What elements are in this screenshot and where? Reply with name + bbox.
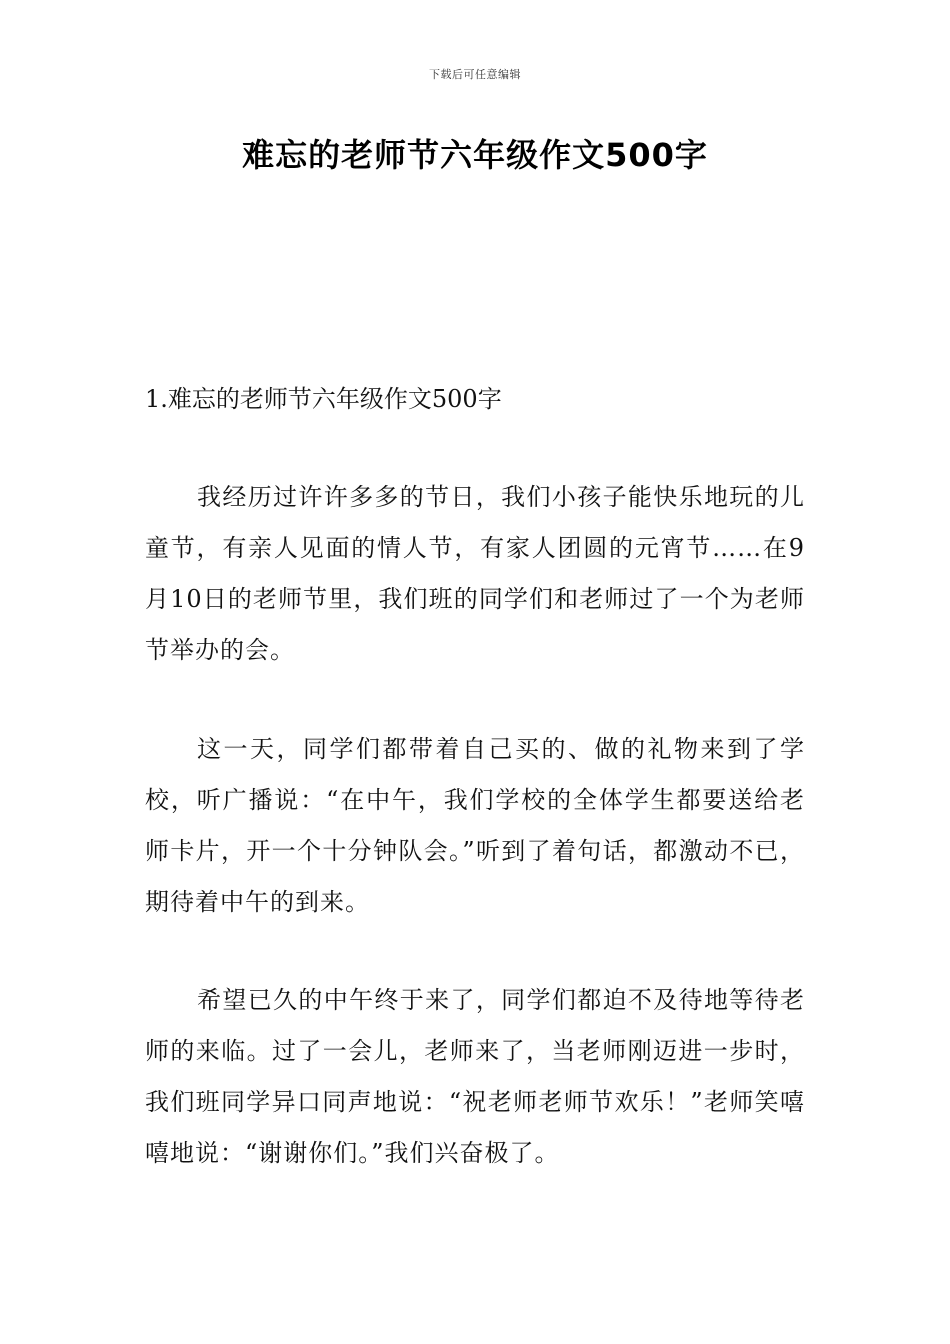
document-title: 难忘的老师节六年级作文500字 xyxy=(242,136,708,174)
paragraph-2: 这一天，同学们都带着自己买的、做的礼物来到了学校，听广播说：“在中午，我们学校的全体学生都要送给老师卡片，开一个十分钟队会。”听到了着句话，都激动不已，期待着中午的到来。 xyxy=(145,735,805,916)
header-note: 下载后可任意编辑 xyxy=(429,68,521,81)
paragraph-3: 希望已久的中午终于来了，同学们都迫不及待地等待老师的来临。过了一会儿，老师来了，当老师刚迈进一步时，我们班同学异口同声地说：“祝老师老师节欢乐！”老师笑嘻嘻地说：“谢谢你们。”我们兴奋极了。 xyxy=(145,986,805,1167)
paragraph-1: 我经历过许许多多的节日，我们小孩子能快乐地玩的儿童节，有亲人见面的情人节，有家人团圆的元宵节……在9月10日的老师节里，我们班的同学们和老师过了一个为老师节举办的会。 xyxy=(145,483,805,664)
section-heading: 1.难忘的老师节六年级作文500字 xyxy=(145,385,502,413)
